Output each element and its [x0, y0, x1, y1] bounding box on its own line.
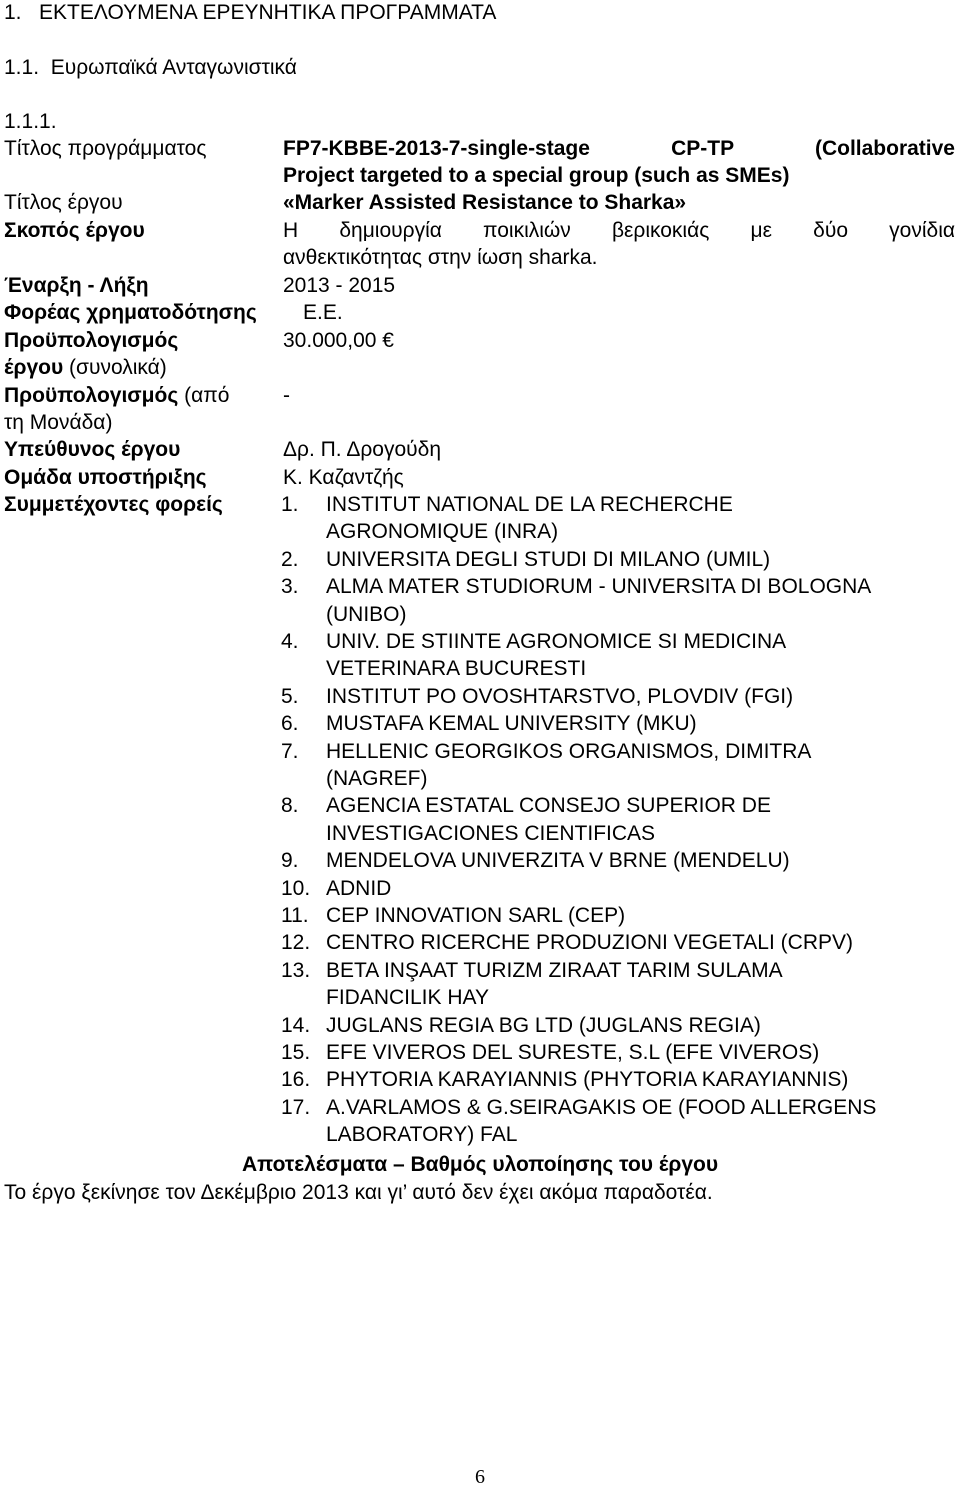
- budget-total-label-suffix: (συνολικά): [63, 356, 167, 379]
- aim-value-line2: ανθεκτικότητας στην ίωση sharka.: [283, 246, 598, 269]
- partner-name-line: JUGLANS REGIA BG LTD (JUGLANS REGIA): [326, 1013, 761, 1037]
- partner-name-line: CENTRO RICERCHE PRODUZIONI VEGETALI (CRPV): [326, 931, 853, 955]
- results-heading: Αποτελέσματα – Βαθμός υλοποίησης του έργου: [241, 1153, 719, 1176]
- budget-total-label-part: έργου: [4, 356, 64, 379]
- partner-number: 7.: [281, 739, 299, 763]
- programme-value-line2: Project targeted to a special group (such as SMEs): [283, 164, 790, 187]
- project-title-value: «Marker Assisted Resistance to Sharka»: [283, 191, 687, 214]
- partner-number: 14.: [281, 1013, 311, 1037]
- partner-number: 17.: [281, 1095, 311, 1119]
- partner-name-line: MENDELOVA UNIVERZITA V BRNE (MENDELU): [326, 849, 790, 873]
- partner-name-line: (NAGREF): [326, 767, 428, 790]
- page-number: 6: [475, 1466, 485, 1488]
- results-text: Το έργο ξεκίνησε τον Δεκέμβριο 2013 και γι’ αυτό δεν έχει ακόμα παραδοτέα.: [4, 1181, 713, 1204]
- partner-name-line: MUSTAFA KEMAL UNIVERSITY (MKU): [326, 712, 697, 736]
- partner-name-line: CEP INNOVATION SARL (CEP): [326, 904, 626, 927]
- partner-name-line: A.VARLAMOS & G.SEIRAGAKIS OE (FOOD ALLERGENS: [326, 1095, 877, 1119]
- partner-name-line: INVESTIGACIONES CIENTIFICAS: [326, 821, 656, 845]
- partner-name-line: UNIVERSITA DEGLI STUDI DI MILANO (UMIL): [326, 547, 771, 571]
- partner-name-line: LABORATORY) FAL: [326, 1123, 518, 1147]
- heading-section-1: 1. ΕΚΤΕΛΟΥΜΕΝΑ ΕΡΕΥΝΗΤΙΚΑ ΠΡΟΓΡΑΜΜΑΤΑ: [4, 1, 497, 24]
- budget-total-value: 30.000,00 €: [283, 329, 394, 352]
- partner-number: 16.: [281, 1068, 311, 1092]
- budget-total-label: Προϋπολογισμός: [4, 329, 179, 352]
- partner-number: 12.: [281, 931, 311, 955]
- partner-name-line: FIDANCILIK HAY: [326, 986, 489, 1010]
- partner-name-line: HELLENIC GEORGIKOS ORGANISMOS, DIMITRA: [326, 739, 812, 763]
- partner-number: 10.: [281, 876, 311, 900]
- partner-number: 8.: [281, 794, 299, 818]
- partner-number: 13.: [281, 958, 311, 982]
- project-title-label: Τίτλος έργου: [4, 191, 123, 214]
- partner-number: 6.: [281, 712, 299, 736]
- duration-value: 2013 - 2015: [283, 274, 396, 297]
- partner-name-line: INSTITUT PO OVOSHTARSTVO, PLOVDIV (FGI): [326, 684, 794, 708]
- programme-label: Τίτλος προγράμματος: [4, 137, 207, 160]
- partner-name-line: ALMA MATER STUDIORUM - UNIVERSITA DI BOLOGNA: [326, 575, 872, 599]
- partner-name-line: INSTITUT NATIONAL DE LA RECHERCHE: [326, 493, 733, 516]
- partner-number: 2.: [281, 547, 299, 571]
- partner-name-line: PHYTORIA KARAYIANNIS (PHYTORIA KARAYIANNIS): [326, 1068, 849, 1092]
- partner-number: 3.: [281, 575, 299, 599]
- partner-number: 4.: [281, 630, 299, 653]
- aim-label: Σκοπός έργου: [4, 219, 145, 242]
- partner-number: 9.: [281, 849, 299, 873]
- partner-name-line: UNIV. DE STIINTE AGRONOMICE SI MEDICINA: [326, 630, 787, 653]
- partner-number: 15.: [281, 1041, 311, 1064]
- lead-label: Υπεύθυνος έργου: [4, 438, 181, 461]
- partner-name-line: (UNIBO): [326, 602, 407, 626]
- partner-number: 5.: [281, 684, 299, 708]
- funder-value: Ε.Ε.: [303, 301, 343, 324]
- partner-name-line: BETA INŞAAT TURIZM ZIRAAT TARIM SULAMA: [326, 958, 783, 982]
- support-label: Ομάδα υποστήριξης: [4, 466, 207, 489]
- partner-name-line: EFE VIVEROS DEL SURESTE, S.L (EFE VIVEROS): [326, 1041, 820, 1064]
- funder-label: Φορέας χρηματοδότησης: [4, 301, 257, 324]
- budget-total-label-line2: [4, 355, 167, 381]
- budget-unit-label: [4, 383, 229, 409]
- aim-value-line1: Η δημιουργία ποικιλιών βερικοκιάς με δύο γονίδια: [283, 219, 955, 242]
- heading-section-1-1-1: 1.1.1.: [4, 110, 57, 133]
- partner-name-line: AGENCIA ESTATAL CONSEJO SUPERIOR DE: [326, 794, 771, 818]
- budget-unit-value: -: [283, 384, 290, 407]
- partner-name-line: ADNID: [326, 876, 392, 900]
- budget-unit-label-line2: τη Μονάδα): [4, 411, 113, 434]
- partner-name-line: AGRONOMIQUE (INRA): [326, 520, 559, 544]
- partner-number: 11.: [281, 904, 309, 927]
- programme-value-line1: FP7-KBBE-2013-7-single-stage CP-TP (Collaborative: [283, 137, 955, 160]
- budget-unit-label-suffix: (από: [178, 384, 230, 407]
- budget-unit-label-part: Προϋπολογισμός: [4, 384, 179, 407]
- heading-section-1-1: 1.1. Ευρωπαϊκά Ανταγωνιστικά: [4, 56, 297, 79]
- duration-label: Έναρξη - Λήξη: [4, 274, 149, 297]
- partner-number: 1.: [281, 493, 299, 516]
- lead-value: Δρ. Π. Δρογούδη: [283, 438, 442, 461]
- partner-name-line: VETERINARA BUCURESTI: [326, 657, 587, 681]
- support-value: Κ. Καζαντζής: [283, 466, 404, 489]
- partners-label: Συμμετέχοντες φορείς: [4, 493, 223, 516]
